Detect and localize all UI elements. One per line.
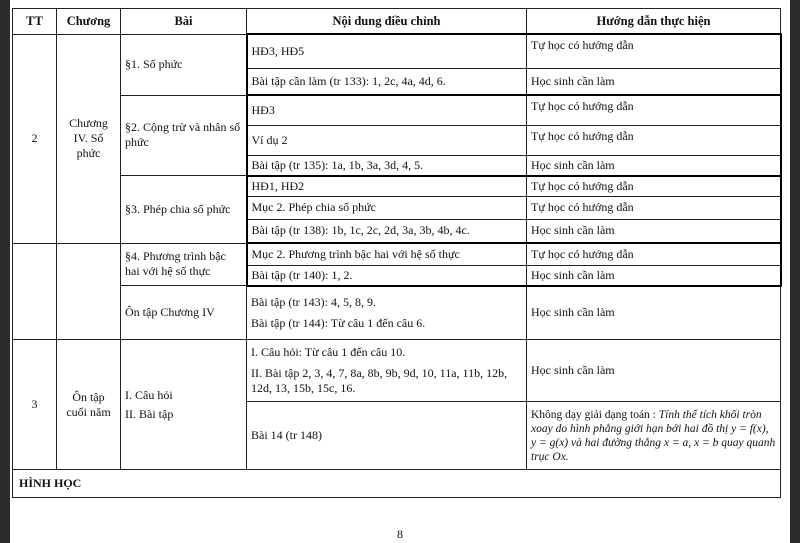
lesson-line: I. Câu hỏi — [125, 387, 173, 402]
guide-cell — [527, 402, 781, 470]
tt-cell: 2 — [13, 34, 57, 243]
content-cell: HĐ1, HĐ2 — [247, 176, 527, 197]
lesson-cell — [121, 340, 247, 470]
guide-cell: Tự học có hướng dẫn — [527, 176, 781, 197]
header-lesson: Bài — [121, 9, 247, 35]
geometry-heading: HÌNH HỌC — [13, 470, 781, 498]
content-cell: Bài tập (tr 138): 1b, 1c, 2c, 2d, 3a, 3b, 4b, 4c. — [247, 219, 527, 243]
guide-cell: Học sinh cần làm — [527, 68, 781, 95]
tt-cell-empty — [13, 243, 57, 340]
content-cell — [247, 340, 527, 402]
content-line: Bài tập (tr 144): Từ câu 1 đến câu 6. — [251, 315, 426, 330]
guide-cell: Tự học có hướng dẫn — [527, 196, 781, 219]
lesson-cell: §2. Cộng trừ và nhân số phức — [121, 95, 247, 176]
content-cell: Ví dụ 2 — [247, 125, 527, 155]
content-cell: Mục 2. Phương trình bậc hai với hệ số thực — [247, 243, 527, 265]
header-content: Nội dung điều chỉnh — [247, 9, 527, 35]
guide-cell: Học sinh cần làm — [527, 265, 781, 286]
content-line: II. Bài tập 2, 3, 4, 7, 8a, 8b, 9b, 9d, 10, 11a, 11b, 12b, 12d, 13, 15b, 15c, 16. — [251, 366, 508, 395]
window-frame-left — [0, 0, 10, 543]
table-row — [13, 176, 781, 197]
content-cell: HĐ3, HĐ5 — [247, 34, 527, 68]
guide-cell: Tự học có hướng dẫn — [527, 34, 781, 68]
guide-cell: Tự học có hướng dẫn — [527, 125, 781, 155]
table-row — [13, 34, 781, 68]
lesson-line: II. Bài tập — [125, 406, 174, 421]
guide-cell: Học sinh cần làm — [527, 219, 781, 243]
lesson-cell: §3. Phép chia số phức — [121, 176, 247, 244]
header-guide: Hướng dẫn thực hiện — [527, 9, 781, 35]
guide-cell: Học sinh cần làm — [527, 340, 781, 402]
adjustment-table — [12, 8, 782, 498]
guide-cell: Học sinh cần làm — [527, 286, 781, 340]
guide-cell: Tự học có hướng dẫn — [527, 95, 781, 125]
content-cell: Bài 14 (tr 148) — [247, 402, 527, 470]
table-row — [13, 243, 781, 265]
lesson-cell: Ôn tập Chương IV — [121, 286, 247, 340]
guide-note-italic: Tính thể tích khối tròn xoay do hình phẳng giới hạn bởi hai đồ thị y = f(x), y = g(x) và hai đường thẳng x = a, x = b quay quanh trục Ox. — [531, 408, 776, 463]
content-cell: HĐ3 — [247, 95, 527, 125]
table-row — [13, 95, 781, 125]
lesson-cell: §4. Phương trình bậc hai với hệ số thực — [121, 243, 247, 286]
guide-cell: Học sinh cần làm — [527, 155, 781, 176]
chapter-cell: Chương IV. Số phức — [57, 34, 121, 243]
chapter-cell: Ôn tập cuối năm — [57, 340, 121, 470]
content-cell: Bài tập (tr 135): 1a, 1b, 3a, 3d, 4, 5. — [247, 155, 527, 176]
content-line: I. Câu hỏi: Từ câu 1 đến câu 10. — [251, 345, 406, 359]
header-tt: TT — [13, 9, 57, 35]
guide-note-plain: Không dạy giải dạng toán : — [531, 408, 659, 421]
table-row — [13, 340, 781, 402]
content-cell: Mục 2. Phép chia số phức — [247, 196, 527, 219]
chapter-cell-empty — [57, 243, 121, 340]
content-line: Bài tập (tr 143): 4, 5, 8, 9. — [251, 294, 376, 309]
document-page — [10, 0, 790, 543]
table-row — [13, 470, 781, 498]
lesson-cell: §1. Số phức — [121, 34, 247, 95]
header-row — [13, 9, 781, 35]
table-row — [13, 286, 781, 340]
window-frame-right — [790, 0, 800, 543]
content-cell: Bài tập cần làm (tr 133): 1, 2c, 4a, 4d, 6. — [247, 68, 527, 95]
content-cell — [247, 286, 527, 340]
header-chapter: Chương — [57, 9, 121, 35]
content-cell: Bài tập (tr 140): 1, 2. — [247, 265, 527, 286]
guide-cell: Tự học có hướng dẫn — [527, 243, 781, 265]
page-number: 8 — [397, 527, 403, 541]
tt-cell: 3 — [13, 340, 57, 470]
